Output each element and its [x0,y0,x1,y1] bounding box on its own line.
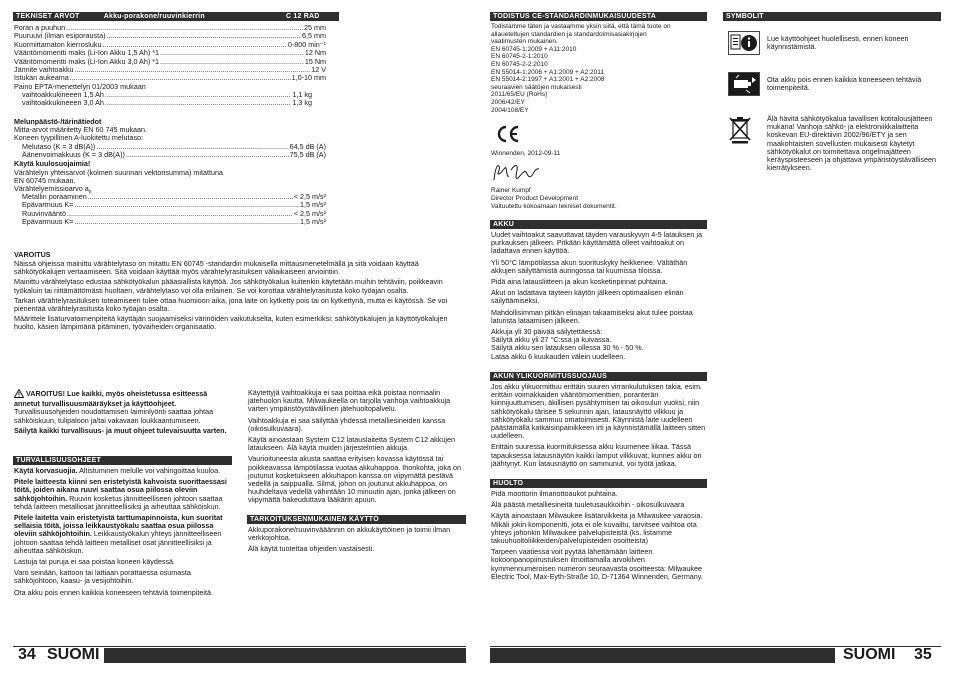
safety-text: Leikkaustyökalun yhteys jännitteelliseen johtoon saattaa tehdä laitteen metalliset osat jännitteellisiksi ja aiheuttaa sähköiskun. [14,529,222,555]
varoitus-paragraph: Näissä ohjeissa mainittu värähtelytaso on mitattu EN 60745 -standardin mukaisella mittausmenetelmällä ja sitä voidaan käyttää sähkötyökalujen vertaamiseen. Sitä voidaan käyttää myös värähtelyrasituksen väliaikaiseen arviointiin. [14,259,419,277]
warning-main [14,389,232,425]
left-page-number: 34 [18,646,36,663]
overload-body [491,383,708,471]
row-label: Puuruuvi (ilman esiporausta) [14,31,106,41]
tech-header-title: TEKNISET ARVOT [16,13,80,20]
huolto-paragraph: Pidä moottorin ilmanottoaukot puhtaina. [491,489,618,498]
ce-line: seuraavien säätöjen mukaisesti [491,83,582,91]
signer-block [491,187,617,211]
warning-keep: Säilytä kaikki turvallisuus- ja muut ohjeet tulevaisuutta varten. [14,425,227,435]
row-label: Äänenvoimakkuus (K = 3 dB(A)) [22,150,125,160]
ce-line: EN 60745-2-1:2010 [491,53,548,61]
vib-emission-sub: h [88,189,92,196]
ce-mark [495,124,521,149]
ce-line: 2011/65/EU (RoHs) [491,91,548,99]
safety-body [14,467,232,600]
signer-name: Rainer Kumpf [491,187,531,194]
row-value: 1,3 kg [292,98,312,108]
safety-paragraph [14,478,232,511]
mid-paragraph: Käytä ainoastaan System C12 latauslaitetta System C12 akkujen lataukseen. Älä käytä muiden järjestelmien akkuja. [248,435,455,453]
row-label: Kuormittamaton kierrosluku [14,39,102,49]
leader-dots [160,49,304,57]
row-value: 25 mm [304,23,326,32]
safety-text: Varo seinään, kattoon tai lattiaan porattaessa osumasta sähköjohtoon, kaasu- ja vesijohtoihin. [14,568,191,586]
tech-header [13,12,239,21]
mid-body [248,389,466,508]
place-date: Winnenden, 2012-09-11 [491,150,561,157]
row-label: Melutaso (K = 3 dB(A)) [22,142,96,151]
row-value: < 2,5 m/s² [293,192,326,201]
usage-paragraph: Älä käytä tuotettaa ohjeiden vastaisesti. [248,544,375,554]
safety-header [13,456,232,465]
mid-paragraph: Käytettyjä vaihtoakkuja ei saa poittaa eikä poistaa normaalin jätehuolon kautta. Milwaukeella on tarjolla vanhoja vaihtoakkuja varten ympäristöystävällinen jätehuoltopalvelu. [248,388,451,414]
leader-dots [106,32,301,40]
akku-body [491,231,708,364]
noise-title: Melunpäästö-/tärinätiedot [14,117,102,126]
varoitus-body [14,260,465,334]
varoitus-paragraph: Määrittele lisäturvatoimenpiteitä käyttäjän suojaamiseksi värinöiden vaikutukselta, kuten esimerkiksi: sähkötyökalujen ja käyttötyökalujen huolto, käsien lämpimänä pitäminen, työvaiheiden organisaatio. [14,314,448,332]
row-label: Ruuvinvääntö [22,208,66,218]
akku-paragraph: Mahdollisimman pitkän elinajan takaamiseksi akut tulee poistaa laturista lataamisen jälkeen. [491,307,693,325]
right-page-lang: SUOMI [843,646,896,663]
ce-line: 2004/108/EY [491,106,529,114]
ce-line: allaueteltujen standardien ja standardoimisasiakirjojen [491,30,647,38]
row-value: 1,5 m/s² [300,217,326,227]
row-label: Epävarmuus K= [22,200,74,210]
vib-row [22,201,326,209]
vib-row [22,218,326,226]
right-page-number: 35 [914,646,932,663]
ce-line: vaatimusten mukainen. [491,38,558,46]
row-value: 6,5 mm [302,31,326,41]
row-value: 75,5 dB (A) [289,150,326,160]
ce-line: EN 60745-1:2009 + A11:2010 [491,45,577,53]
symbols-header [723,12,941,21]
leader-dots [75,66,311,74]
noise-intro: Mitta-arvot määritetty EN 60 745 mukaan. Koneen tyypillinen A-luokitettu melutaso: [14,125,148,143]
akku-paragraph: Pidä aina latausliitteen ja akun kosketinpinnat puhtaina. [491,277,668,287]
left-page-lang: SUOMI [47,646,100,663]
leader-dots [67,210,293,218]
weight-rows [22,91,312,108]
huolto-body [491,490,708,584]
safety-paragraph [14,558,232,566]
safety-bold: Pitele laitetta vain eristetyistä tarttumapinnoista, kun suoritat sellaisia töitä, joissa leikkaustyökalu saattaa osua piilossa oleviin sähköjohtoihin. [14,513,223,539]
safety-paragraph [14,569,232,585]
right-page [477,0,954,677]
row-value: 1,1 kg [292,90,312,99]
huolto-paragraph: Käytä ainoastaan Milwaukee lisätarvikkeita ja Milwaukee varaosia. Mikäli jokin komponentti, jota ei ole kuvailtu, tarvitsee vaihtoa ota yhteys johonkin Milwaukee palvelupisteistä (ks. listamme takuuhuoltoliikkeiden/palvelupisteiden osoitteista) [491,511,703,546]
akku-header-label: AKKU [493,221,515,228]
safety-bold: Pitele laitteesta kiinni sen eristetyistä kahvoista suorittaessasi töitä, joiden aikana ruuvi saattaa osua piilossa oleviin sähköjohtoihin. [14,477,227,503]
safety-text: Lastuja tai puruja ei saa poistaa koneen käydessä. [14,557,176,567]
usage-header-label: TARKOITUKSENMUKAINEN KÄYTTÖ [250,516,379,523]
symbol-text-0: Lue käyttöohjeet huolellisesti, ennen koneen käynnistämistä. [767,34,909,52]
ce-body [491,23,708,114]
leader-dots [105,91,291,99]
row-value: 1,5 m/s² [300,200,326,210]
remove-battery-icon [728,72,760,96]
varoitus-paragraph: Tarkan värähtelyrasituksen toteamiseen tulee ottaa huomioon aika, jona laite on kytketty pois tai on kytkettynä, mutta ei käytössä. Se voi pienentää värähtelyrasitusta koko työajan osalta. [14,295,448,314]
akku-header [490,220,707,229]
left-footer-bar [104,648,466,663]
vib-emission-text: Värähtelyemissioarvo a [14,184,89,193]
overload-header [490,372,707,381]
symbols-header-label: SYMBOLIT [726,13,764,20]
usage-header [247,515,466,524]
row-value: 12 V [311,64,326,74]
ce-line: EN 55014-2:1997 + A1:2001 + A2:2008 [491,76,605,84]
leader-dots [126,151,289,159]
varoitus-paragraph: Mainittu värähtelytaso edustaa sähkötyökalun pääasiallista käyttöä. Jos sähkötyökalua kuitenkin käytetään muihin tehtäviin, poikkeavin työkaluin tai riittämättömästi huoltaen, värähtelytaso voi olla erilainen. Se voi korottaa värähtelyrasitusta koko työajan osalta. [14,277,443,295]
vib-rows [22,193,326,227]
huolto-paragraph: Tarpeen vaatiessa voit pyytää lähettämään laitteen kokoonpanopiirustuksen ilmoittamalla arvokilven kymmennumeroisen numeron seuraavasta osoitteesta: Milwaukee Electric Tool, Max-Eyth-Straße 10, D-71364 Winnenden, Germany. [491,547,703,581]
leader-dots [74,218,299,226]
row-label: Epävarmuus K= [22,217,74,227]
row-label: vaihtoakkukineeen 1,5 Ah [22,90,104,99]
leader-dots [96,143,288,151]
warning-bold: VAROITUS! Lue kaikki, myös oheistetussa esitteessä annetut turvallisuusmääräykset ja käyttöohjeet. [14,389,208,409]
row-label: vaihtoakkukineeen 3,0 Ah [22,98,104,108]
symbol-text-1: Ota akku pois ennen kaikkia koneeseen tehtäviä toimenpiteitä. [767,75,922,93]
varoitus-title: VAROITUS [14,250,51,259]
read-manual-icon [728,31,760,55]
overload-paragraph: Erittäin suuressa kuormituksessa akku kuumenee liikaa. Tässä tapauksessa latausnäytön kaikki lamput vilkkuvat, kunnes akku on jäähtynyt. Kun latausnäyttö on sammunut, voi työtä jatkaa. [491,442,702,468]
usage-body [248,526,466,557]
overload-paragraph: Jos akku ylikuormittuu erittäin suuren virrankulutuksen takia, esim. erittäin voimakkaiden vääntömomenttien, poranterän kiinnijuuttumisen, äkillisen pysähtymisen tai oikosulun vuoksi, niin sähkötyökalu tärisee 5 sekunnin ajan, latausnäyttö vilkkuu ja sähkötyökalu sammuu omatoimisesti. Käynnistä laite uudelleen päästämällä katkaisinpainikkeen irti ja käynnistämällä laitteen sitten uudelleen. [491,382,706,441]
safety-text: Ruuvin kosketus jännitteelliseen johtoon saattaa tehdä laitteen metalliosat jännitteellisiksi ja aiheuttaa sähköiskun. [14,493,223,511]
ce-line: EN 55014-1:2006 + A1:2009 + A2:2011 [491,68,605,76]
row-value: 15 Nm [304,56,326,66]
leader-dots [88,193,293,201]
leader-dots [105,99,291,107]
ce-header-label: TODISTUS CE-STANDARDINMUKAISUUDESTA [493,13,656,20]
weight-title: Paino EPTA-menettelyn 01/2003 mukaan [14,82,146,91]
huolto-header-label: HUOLTO [493,480,524,487]
noise-rows [22,143,326,160]
tech-rows [14,24,326,83]
hearing-note: Käytä kuulosuojaimia! [14,159,91,168]
ce-header [490,12,707,21]
akku-paragraph: Yli 50°C lämpötilassa akun suorituskyky heikkenee. Vältäthän akkujen säilyttämistä auringossa tai kuumissa tiloissa. [491,257,688,275]
row-label: Jännite vaihtoakku [14,64,74,74]
safety-bold: Käytä korvasuojia. [14,466,78,475]
akku-paragraph: Akkuja yli 30 päivää säilytettäessä: Säilytä akku yli 27 °C:ssa ja kuivassa. Säilytä akku sen latauksen ollessa 30 % - 50 %. Lataa akku 6 kuukauden välein uudelleen. [491,327,644,361]
weight-row [22,99,312,107]
tech-header-subtitle: Akku-porakone/ruuvinkierrin [103,13,205,20]
akku-paragraph: Uudet vaihtoakut saavuttavat täyden varauskyvyn 4-5 latauksen ja purkauksen jälkeen. Pitkään käyttämättä olleet vaihtoakut on ladattava ennen käyttöä. [491,230,702,256]
huolto-paragraph: Älä päästä metalliesineitä tuuletusaukkoihin - oikosulkuvaara [491,500,685,510]
akku-paragraph: Akut on ladattava täyteen käytön jälkeen optimaalisen elinän säilyttämiseksi. [491,288,684,306]
row-label: Metallin poraaminen [22,192,87,201]
warning-block [14,389,232,438]
mid-paragraph: Vaihtoakkuja ei saa säilyttää yhdessä metalliesineiden kanssa (oikosulkuvaara). [248,415,446,433]
tech-header-model: C 12 RAD [286,13,320,20]
vib-intro: Värähtelyn yhteisarvot (kolmen suunnan vektorisumma) mitattuna EN 60745 mukaan. [14,168,223,186]
row-value: 64,5 dB (A) [289,142,326,151]
leader-dots [160,58,304,66]
row-value: 1,0-10 mm [291,73,326,83]
safety-paragraph [14,467,232,475]
row-label: Istukan aukeama [14,73,69,83]
crossed-bin-icon [728,116,752,144]
signer-note: Valtuutettu kokoamaan tekniset dokumentit. [491,203,617,210]
usage-paragraph: Akkuporakone/ruuvinvääännin on akkukäyttöinen ja toimii ilman verkkojohtoa. [248,525,451,543]
safety-text: Ota akku pois ennen kaikkia koneeseen tehtäviä toimenpiteitä. [14,587,213,597]
ce-line: Todistamme täten ja vastaamme yksin siitä, että tämä tuote on [491,23,671,30]
row-label: Poran a puuhun [14,23,66,32]
overload-header-label: AKUN YLIKUORMITUSSUOJAUS [493,373,607,380]
symbol-text-2: Älä hävitä sähkötyökalua tavallisen kotitalousjätteen mukana! Vanhoja sähkö- ja elektroniikkalaitteita koskevan EU-direktiivin 2002/96/ETY ja sen maakohtaisten sovellusten mukaisesti käytetyt sähkötyökalut on toimitettava ongelmajätteen keräyspisteeseen ja ohjattava ympäristöystävälliseen kierrätykseen. [767,114,936,173]
leader-dots [74,201,299,209]
safety-text: Altistuminen melulle voi vahingoittaa kuuloa. [77,466,221,475]
right-footer-bar [490,648,835,663]
row-label: Vääntömomentti maks (Li-Ion Akku 1,5 Ah) *1 [14,48,160,58]
row-label: Vääntömomentti maks (Li-Ion Akku 3,0 Ah) *1 [14,56,160,66]
ce-line: EN 60745-2-2:2010 [491,60,548,68]
warning-text: Turvallisuusohjeiden noudattamisen laiminlyönti saattaa johtaa sähköiskuun, tulipaloon ja/tai vakavaan loukkaantumiseen. [14,407,214,425]
mid-paragraph: Vaurioituneesta akusta saattaa erityisen kovassa käytössä tai poikkeavassa lämpötilassa vuotaa akkuhappoa. Ihonkohta, joka on joutunut kosketukseen akkuhapon kanssa on viipymättä pestävä vedellä ja saippualla. Silmä, johon on joutunut akkuhappoa, on huuhdeltava vedellä vähintään 10 minuutin ajan, jonka jälkeen on viipymättä hakeuduttava lääkärin apuun. [248,454,461,505]
signer-title: Director Product Development [491,195,579,202]
safety-paragraph [14,589,232,597]
row-value: 12 Nm [304,48,326,58]
huolto-header [490,479,707,488]
row-value: < 2,5 m/s² [293,208,326,218]
safety-header-label: TURVALLISUUSOHJEET [16,457,102,464]
tech-header-model-cell [239,12,339,21]
row-value: 0-800 min⁻¹ [287,39,326,49]
ce-line: 2006/42/EY [491,98,525,106]
safety-paragraph [14,514,232,555]
